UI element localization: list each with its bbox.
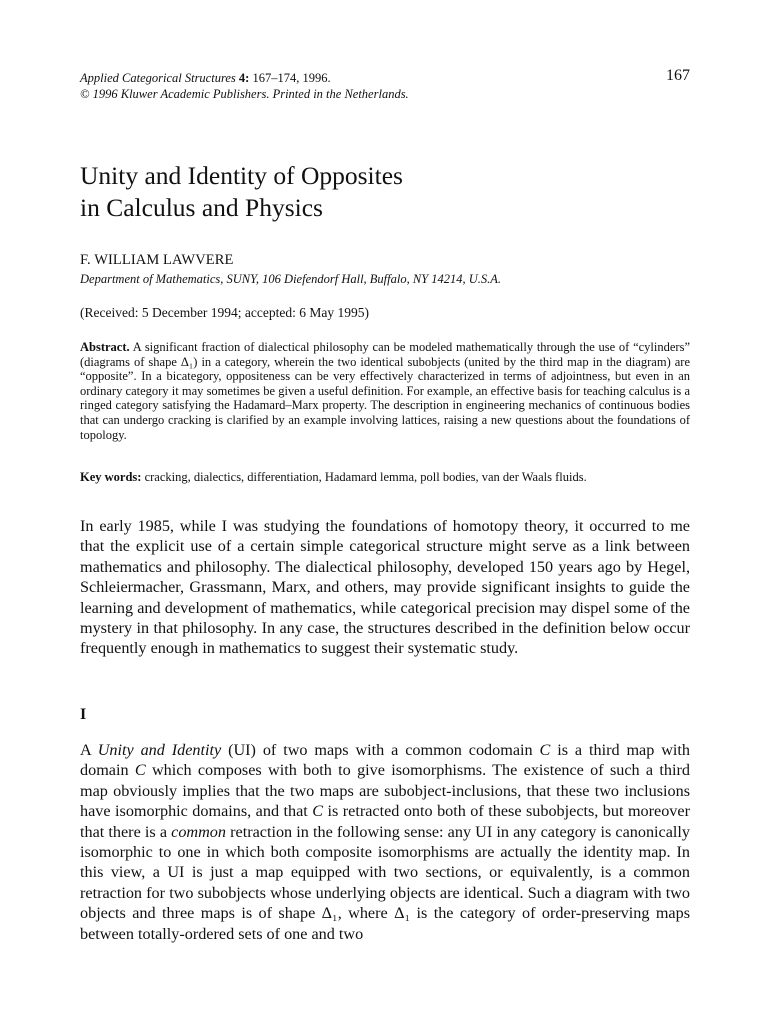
section-text-1: A	[80, 741, 98, 759]
section-text-3: (UI) of two maps with a common codomain	[221, 741, 540, 759]
received-dates: (Received: 5 December 1994; accepted: 6 May 1995)	[80, 305, 370, 320]
title-line-2: in Calculus and Physics	[80, 193, 323, 222]
abstract-text: A significant fraction of dialectical philosophy can be modeled mathematically through the use of “cylinders” (diagrams of shape Δ₁) in a category, wherein the two identical subobjects (united by the third map in the diagram) are “opposite”. In a bicategory, oppositeness can be very effectively characterized in terms of adjointness, but even in an ordinary category it may sometimes be given a useful definition. For example, an effective basis for teaching calculus is a ringed category satisfying the Hadamard–Marx property. The description in engineering mechanics of continuous bodies that can undergo cracking is clarified by an example involving lattices, raising a new questions about the foundations of topology.	[80, 340, 691, 442]
section-text-11: retraction in the following sense: any UI in any category is canonically isomorphic to one in which both composite isomorphisms are actually the identity map. In this view, a UI is just a map equipped with two sections, or equivalently, is a common retraction for two subobjects whose underlying objects are identical. Such a diagram with two objects and three maps is of shape Δ₁, where Δ₁ is the category of order-preserving maps between totally-ordered sets of one and two	[80, 822, 691, 943]
section-symbol-c: C	[312, 802, 324, 821]
keywords	[80, 470, 690, 485]
section-text-9: is retracted onto both of these subobjects, but moreover that there is a	[80, 802, 690, 841]
journal-header	[80, 67, 690, 102]
journal-volume: 4:	[238, 71, 250, 85]
section-symbol-c: C	[539, 741, 551, 759]
section-text-5: is a third map with domain	[80, 741, 691, 780]
journal-citation	[80, 67, 690, 86]
section-paragraph	[80, 740, 690, 944]
abstract-label: Abstract.	[80, 340, 130, 354]
keywords-text: cracking, dialectics, differentiation, Hadamard lemma, poll bodies, van der Waals fluids.	[144, 470, 587, 484]
abstract	[80, 340, 690, 442]
intro-paragraph: In early 1985, while I was studying the foundations of homotopy theory, it occurred to me that the explicit use of a certain simple categorical structure might serve as a link between mathematics and philosophy. The dialectical philosophy, developed 150 years ago by Hegel, Schleiermacher, Grassmann, Marx, and others, may provide significant insights to guide the learning and development of mathematics, while categorical precision may dispel some of the mystery in that philosophy. In any case, the structures described in the definition below occur frequently enough in mathematics to suggest their systematic study.	[80, 517, 690, 658]
copyright-line: © 1996 Kluwer Academic Publishers. Printed in the Netherlands.	[80, 87, 409, 101]
author-name: F. WILLIAM LAWVERE	[80, 252, 234, 268]
section-symbol-c: C	[134, 761, 146, 780]
title-line-1: Unity and Identity of Opposites	[80, 161, 403, 190]
keywords-label: Key words:	[80, 470, 142, 484]
author-affiliation: Department of Mathematics, SUNY, 106 Diefendorf Hall, Buffalo, NY 14214, U.S.A.	[80, 272, 502, 286]
paper-title	[80, 160, 403, 224]
section-term-ui: Unity and Identity	[97, 741, 222, 759]
page-number: 167	[666, 67, 690, 84]
section-heading: I	[80, 706, 87, 723]
journal-pages: 167–174, 1996.	[252, 71, 331, 85]
journal-name: Applied Categorical Structures	[80, 71, 236, 85]
section-term-common: common	[171, 822, 226, 841]
section-text-7: which composes with both to give isomorphisms. The existence of such a third map obviously implies that the two maps are subobject-inclusions, that these two inclusions have isomorphic domains, and that	[80, 761, 690, 821]
